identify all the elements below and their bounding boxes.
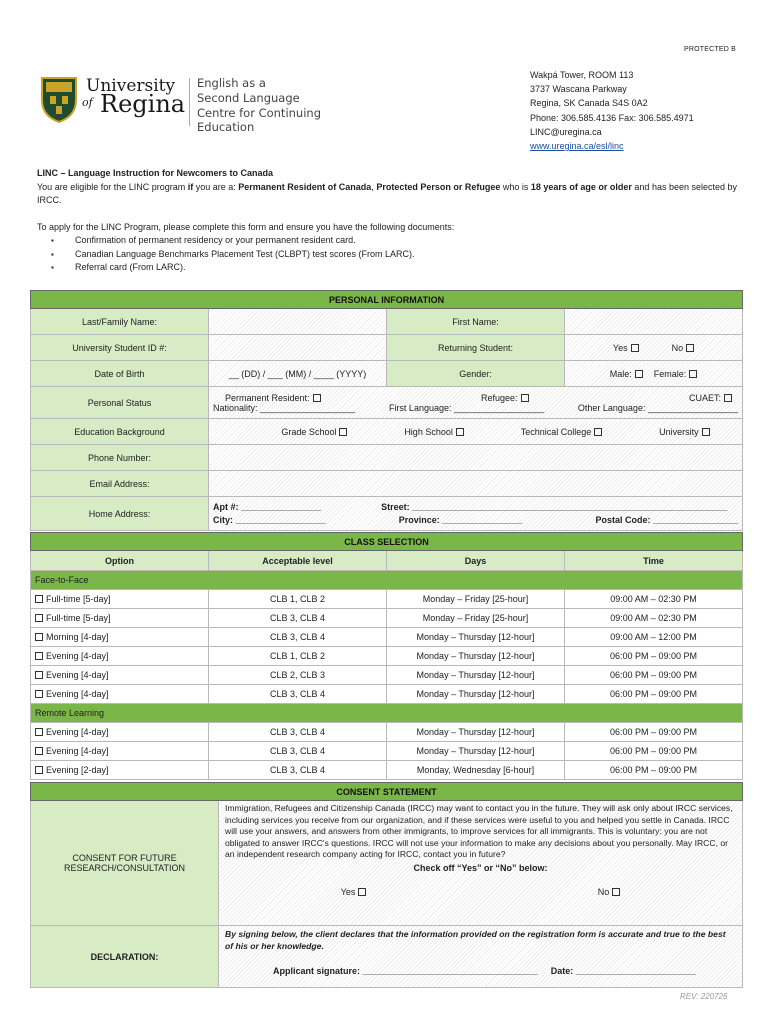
list-item: ▪ Referral card (From LARC). [37, 261, 737, 275]
grade-school-checkbox[interactable] [339, 428, 347, 436]
consent-check-instruction: Check off “Yes” or “No” below: [413, 862, 548, 873]
table-row: Full-time [5-day] CLB 3, CLB 4 Monday – Friday [25-hour] 09:00 AM – 02:30 PM [31, 609, 743, 628]
col-time: Time [565, 551, 743, 571]
logo-of: of [82, 96, 93, 109]
eligibility-text: You are eligible for the LINC program if you are a: Permanent Resident of Canada, Protected Person or Refugee who is 18 years of age or older and has been selected by IRCC. [37, 181, 737, 205]
documents-list [37, 234, 737, 275]
dob-field[interactable]: __ (DD) / ___ (MM) / ____ (YYYY) [209, 361, 387, 387]
class-checkbox[interactable] [35, 652, 43, 660]
gender-label: Gender: [387, 361, 565, 387]
class-checkbox[interactable] [35, 747, 43, 755]
province-field[interactable]: Province: ________________ [398, 515, 523, 525]
class-checkbox[interactable] [35, 633, 43, 641]
cuaet-checkbox[interactable] [724, 394, 732, 402]
home-address-label: Home Address: [31, 497, 209, 531]
date-field[interactable]: Date: ________________________ [550, 966, 696, 976]
class-checkbox[interactable] [35, 614, 43, 622]
face-to-face-label: Face-to-Face [31, 571, 743, 590]
address-email: LINC@uregina.ca [530, 126, 602, 137]
class-checkbox[interactable] [35, 690, 43, 698]
class-checkbox[interactable] [35, 595, 43, 603]
address-phone: Phone: 306.585.4136 Fax: 306.585.4971 [530, 112, 694, 123]
website-link[interactable]: www.uregina.ca/esl/linc [530, 141, 624, 152]
signature-field[interactable]: Applicant signature: ___________________________________ [273, 966, 538, 976]
address-line: Wakpá Tower, ROOM 113 [530, 70, 634, 80]
list-item: ▪ Canadian Language Benchmarks Placement Test (CLBPT) test scores (From LARC). [37, 248, 737, 262]
personal-status-label: Personal Status [31, 387, 209, 419]
logo-divider [189, 78, 190, 126]
consent-no-checkbox[interactable] [612, 888, 620, 896]
class-checkbox[interactable] [35, 671, 43, 679]
consent-body: Immigration, Refugees and Citizenship Canada (IRCC) may want to contact you in the future. They will ask only about IRCC services, including services you receive from our organization, and if these services were useful to you and helped you settle in Canada. IRCC will use your answers, and answers from other immigrants, to improve services for all immigrants. This is voluntary: you are not obligated to answer IRCC's questions. IRCC will not use your information to make any decisions about you personally. May IRCC, or an independent research company acting for IRCC, contact you in future? Check off “Yes” or “No” below: Yes No [219, 801, 743, 926]
table-row: Evening [4-day] CLB 1, CLB 2 Monday – Thursday [12-hour] 06:00 PM – 09:00 PM [31, 647, 743, 666]
address-line: 3737 Wascana Parkway [530, 84, 627, 95]
apply-text: To apply for the LINC Program, please complete this form and ensure you have the following documents: [37, 221, 455, 232]
consent-label: CONSENT FOR FUTURE RESEARCH/CONSULTATION [31, 801, 219, 926]
list-item: ▪ Confirmation of permanent residency or your permanent resident card. [37, 234, 737, 248]
table-row: Full-time [5-day] CLB 1, CLB 2 Monday – Friday [25-hour] 09:00 AM – 02:30 PM [31, 590, 743, 609]
address-line: Regina, SK Canada S4S 0A2 [530, 98, 648, 109]
last-name-field[interactable] [209, 309, 387, 335]
revision-label: REV: 220726 [680, 992, 728, 1001]
class-selection-table [30, 532, 743, 780]
education-options: Grade School High School Technical College University [209, 419, 743, 445]
apt-field[interactable]: Apt #: ________________ [213, 502, 322, 512]
male-checkbox[interactable] [635, 370, 643, 378]
first-name-label: First Name: [387, 309, 565, 335]
col-days: Days [387, 551, 565, 571]
table-row: Evening [4-day] CLB 3, CLB 4 Monday – Thursday [12-hour] 06:00 PM – 09:00 PM [31, 685, 743, 704]
gender-options: Male: Female: [565, 361, 743, 387]
returning-options: Yes No [565, 335, 743, 361]
refugee-checkbox[interactable] [521, 394, 529, 402]
class-selection-heading: CLASS SELECTION [31, 533, 743, 551]
female-checkbox[interactable] [689, 370, 697, 378]
consent-table [30, 782, 743, 988]
first-language-field[interactable]: First Language: __________________ [388, 402, 545, 413]
phone-label: Phone Number: [31, 445, 209, 471]
street-field[interactable]: Street: _______________________________________________________________ [381, 502, 728, 512]
home-address-field [209, 497, 743, 531]
logo-university: University [86, 76, 176, 96]
esl-line2: Second Language [197, 91, 300, 105]
intro-title: LINC – Language Instruction for Newcomers to Canada [37, 168, 274, 178]
table-row: Evening [4-day] CLB 3, CLB 4 Monday – Thursday [12-hour] 06:00 PM – 09:00 PM [31, 723, 743, 742]
phone-field[interactable] [209, 445, 743, 471]
pr-checkbox[interactable] [313, 394, 321, 402]
postal-code-field[interactable]: Postal Code: _________________ [595, 515, 739, 525]
city-field[interactable]: City: __________________ [213, 515, 326, 525]
crest-icon [40, 74, 78, 124]
education-label: Education Background [31, 419, 209, 445]
intro-section [37, 167, 737, 275]
table-row: Evening [4-day] CLB 3, CLB 4 Monday – Thursday [12-hour] 06:00 PM – 09:00 PM [31, 742, 743, 761]
esl-line1: English as a [197, 76, 266, 90]
table-row: Evening [2-day] CLB 3, CLB 4 Monday, Wednesday [6-hour] 06:00 PM – 09:00 PM [31, 761, 743, 780]
class-checkbox[interactable] [35, 728, 43, 736]
table-row: Evening [4-day] CLB 2, CLB 3 Monday – Thursday [12-hour] 06:00 PM – 09:00 PM [31, 666, 743, 685]
student-id-field[interactable] [209, 335, 387, 361]
declaration-body [219, 926, 743, 988]
consent-yes-checkbox[interactable] [358, 888, 366, 896]
returning-label: Returning Student: [387, 335, 565, 361]
other-language-field[interactable]: Other Language: __________________ [577, 402, 739, 413]
contact-address [530, 68, 694, 153]
returning-no-checkbox[interactable] [686, 344, 694, 352]
university-logo [40, 72, 380, 132]
student-id-label: University Student ID #: [31, 335, 209, 361]
logo-regina: Regina [100, 90, 186, 118]
technical-college-checkbox[interactable] [594, 428, 602, 436]
dob-label: Date of Birth [31, 361, 209, 387]
personal-info-heading: PERSONAL INFORMATION [31, 291, 743, 309]
protected-label: PROTECTED B [684, 46, 736, 53]
remote-learning-label: Remote Learning [31, 704, 743, 723]
nationality-field[interactable]: Nationality: ___________________ [213, 402, 356, 413]
declaration-label: DECLARATION: [31, 926, 219, 988]
consent-heading: CONSENT STATEMENT [31, 783, 743, 801]
col-level: Acceptable level [209, 551, 387, 571]
last-name-label: Last/Family Name: [31, 309, 209, 335]
consent-text: Immigration, Refugees and Citizenship Canada (IRCC) may want to contact you in the future. They will ask only about IRCC services, including services you receive from our organization, and if these services were useful to you and helped you settle in Canada. IRCC will use your answers, and answers from other immigrants, to improve services for all immigrants. This is voluntary: you are not obligated to answer IRCC's questions. IRCC will not use your information to make any decisions about you personally. May IRCC, or an independent research company acting for IRCC, contact you in future? [225, 803, 733, 860]
university-checkbox[interactable] [702, 428, 710, 436]
first-name-field[interactable] [565, 309, 743, 335]
table-row: Morning [4-day] CLB 3, CLB 4 Monday – Thursday [12-hour] 09:00 AM – 12:00 PM [31, 628, 743, 647]
returning-yes-checkbox[interactable] [631, 344, 639, 352]
personal-status-field: Permanent Resident: Refugee: CUAET: Nationality: ___________________ First Language: __________________ Other Language: __________________ [209, 387, 743, 419]
declaration-text: By signing below, the client declares that the information provided on the registration form is accurate and true to the best of his or her knowledge. [225, 929, 726, 951]
esl-line3: Centre for Continuing Education [197, 106, 321, 134]
high-school-checkbox[interactable] [456, 428, 464, 436]
class-checkbox[interactable] [35, 766, 43, 774]
personal-info-table [30, 290, 743, 531]
email-field[interactable] [209, 471, 743, 497]
email-label: Email Address: [31, 471, 209, 497]
col-option: Option [31, 551, 209, 571]
